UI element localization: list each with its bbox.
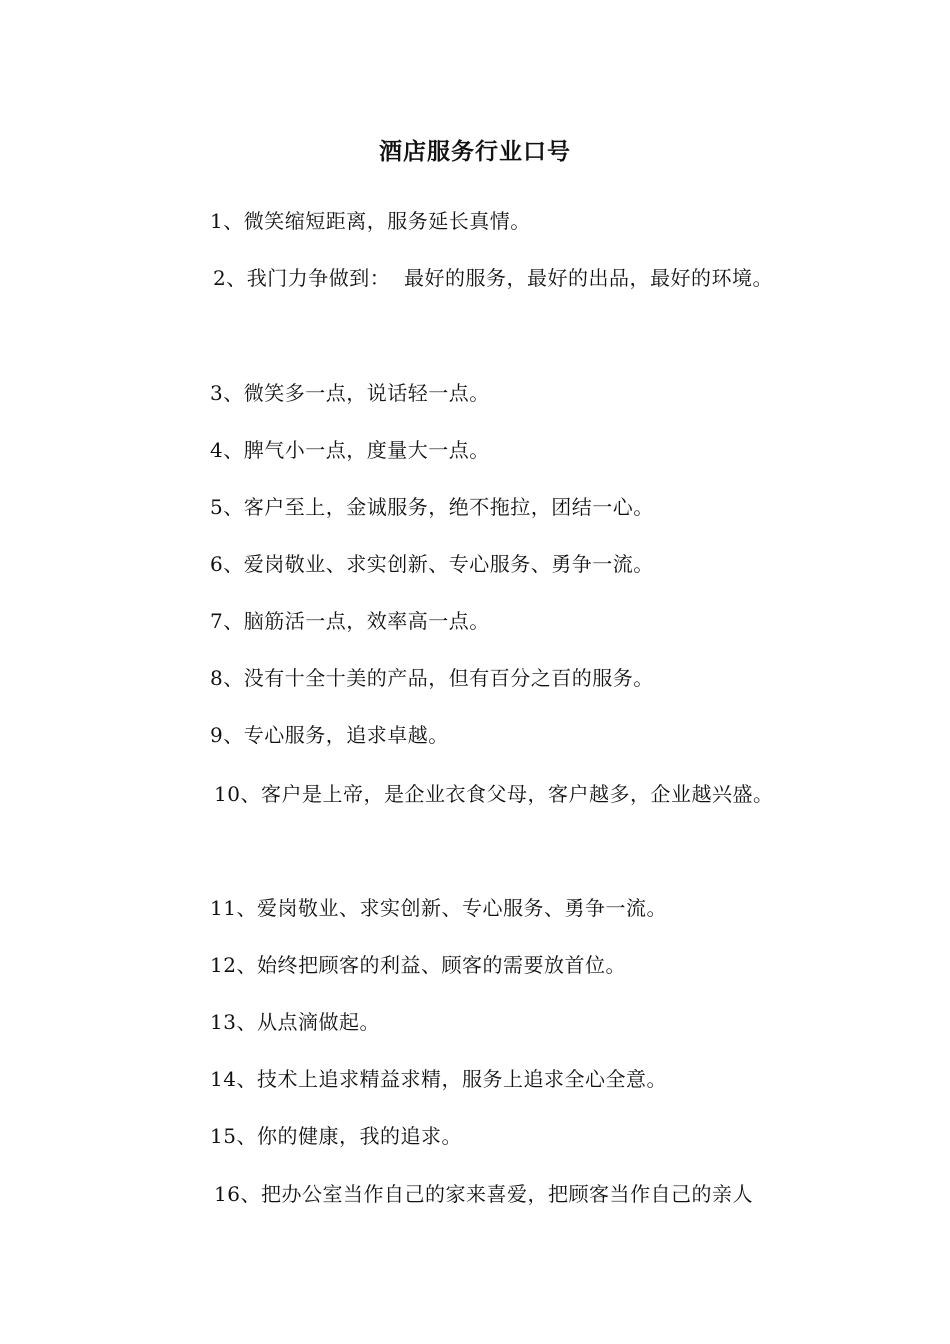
slogan-number: 2 — [213, 266, 227, 290]
slogan-number: 12 — [210, 953, 237, 977]
slogan-number: 6 — [210, 552, 224, 576]
slogan-number: 3 — [210, 381, 224, 405]
slogan-item-4 — [210, 435, 490, 465]
slogan-item-3 — [210, 378, 490, 408]
slogan-item-6 — [210, 549, 654, 579]
slogan-number: 1 — [210, 209, 224, 233]
slogan-text: 、技术上追求精益求精，服务上追求全心全意。 — [236, 1067, 667, 1091]
slogan-text: 、把办公室当作自己的家来喜爱，把顾客当作自己的亲人 — [240, 1182, 753, 1206]
slogan-text: 、客户是上帝，是企业衣食父母，客户越多，企业越兴盛。 — [240, 782, 774, 806]
slogan-text: 、脑筋活一点，效率高一点。 — [223, 609, 490, 633]
slogan-item-5 — [210, 492, 654, 522]
slogan-item-15 — [210, 1121, 462, 1151]
slogan-number: 13 — [210, 1010, 237, 1034]
slogan-item-1 — [210, 206, 531, 236]
slogan-item-16 — [214, 1179, 753, 1209]
slogan-text: 、专心服务，追求卓越。 — [223, 723, 449, 747]
slogan-item-2 — [213, 263, 773, 293]
slogan-text: 、始终把顾客的利益、顾客的需要放首位。 — [236, 953, 626, 977]
slogan-item-13 — [210, 1007, 380, 1037]
slogan-text: 、脾气小一点，度量大一点。 — [223, 438, 490, 462]
slogan-number: 7 — [210, 609, 224, 633]
slogan-number: 10 — [214, 782, 241, 806]
slogan-number: 9 — [210, 723, 224, 747]
slogan-item-12 — [210, 950, 626, 980]
slogan-number: 16 — [214, 1182, 241, 1206]
slogan-number: 5 — [210, 495, 224, 519]
slogan-number: 15 — [210, 1124, 237, 1148]
slogan-text: 、微笑缩短距离，服务延长真情。 — [223, 209, 531, 233]
slogan-text: 、微笑多一点，说话轻一点。 — [223, 381, 490, 405]
slogan-item-10 — [214, 779, 773, 809]
slogan-item-14 — [210, 1064, 667, 1094]
slogan-text: 、从点滴做起。 — [236, 1010, 380, 1034]
slogan-number: 11 — [210, 896, 237, 920]
slogan-text: 、没有十全十美的产品，但有百分之百的服务。 — [223, 666, 654, 690]
slogan-number: 4 — [210, 438, 224, 462]
slogan-item-7 — [210, 606, 490, 636]
slogan-item-11 — [210, 893, 667, 923]
slogan-text: 、爱岗敬业、求实创新、专心服务、勇争一流。 — [236, 896, 667, 920]
slogan-item-8 — [210, 663, 654, 693]
page-title: 酒店服务行业口号 — [379, 138, 571, 165]
slogan-number: 14 — [210, 1067, 237, 1091]
slogan-number: 8 — [210, 666, 224, 690]
slogan-text: 、爱岗敬业、求实创新、专心服务、勇争一流。 — [223, 552, 654, 576]
slogan-text: 、你的健康，我的追求。 — [236, 1124, 462, 1148]
slogan-text: 、客户至上，金诚服务，绝不拖拉，团结一心。 — [223, 495, 654, 519]
slogan-text: 、我门力争做到： 最好的服务，最好的出品，最好的环境。 — [226, 266, 773, 290]
slogan-item-9 — [210, 720, 449, 750]
